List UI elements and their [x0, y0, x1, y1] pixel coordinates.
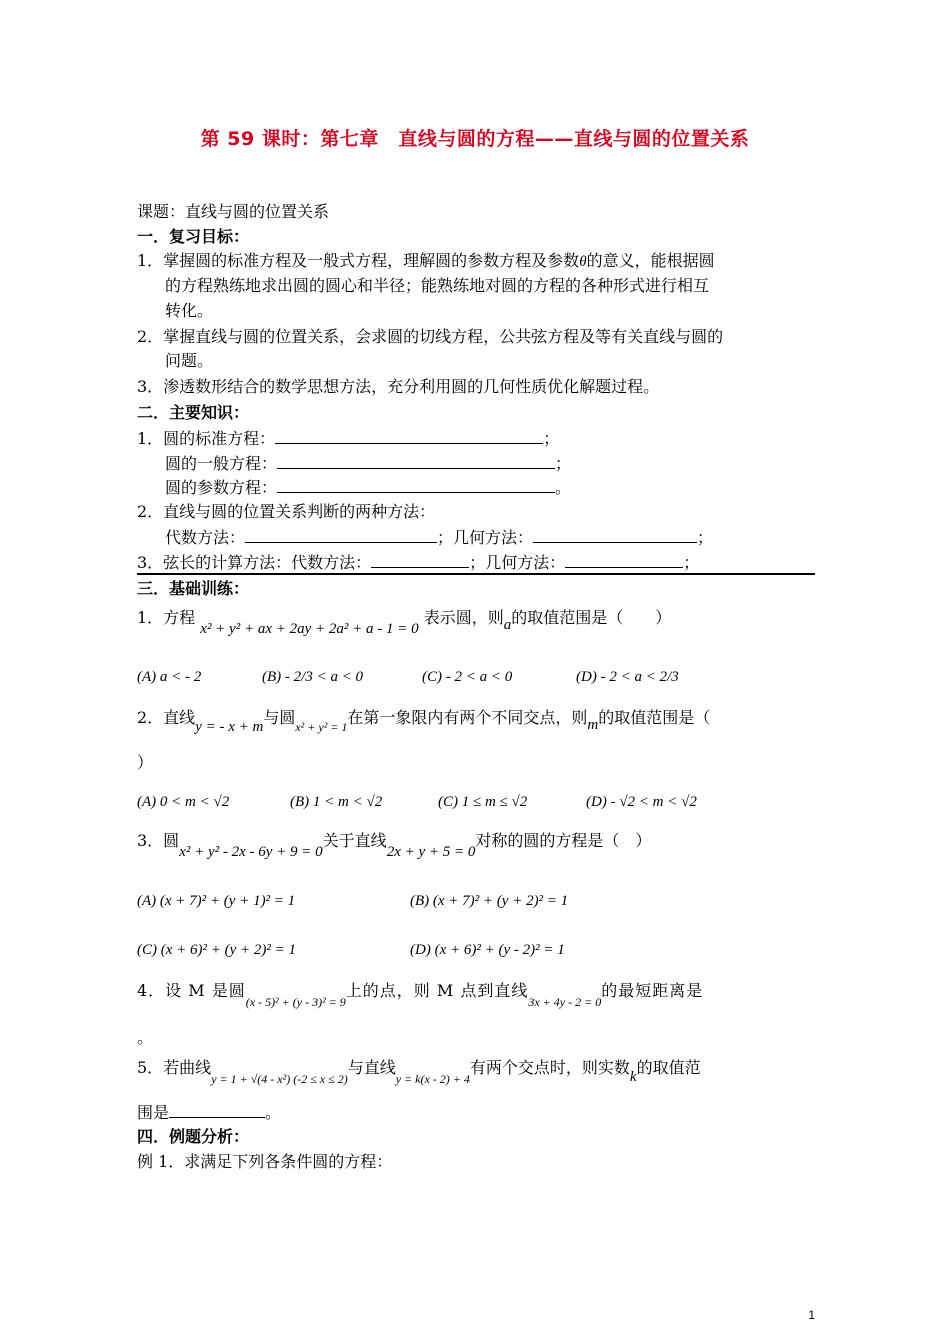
section-heading-examples: 四．例题分析：: [137, 1127, 250, 1146]
knowledge-label-standard: 1．圆的标准方程：: [137, 429, 276, 448]
q3-option-b[interactable]: (B) (x + 7)² + (y + 2)² = 1: [410, 893, 569, 909]
question-5: [137, 1057, 701, 1086]
q3-option-a[interactable]: (A) (x + 7)² + (y + 1)² = 1: [137, 893, 296, 909]
punct: 。: [555, 478, 572, 497]
goal-item-2-cont: 问题。: [165, 351, 214, 370]
q3-prefix: 3．圆: [137, 831, 180, 850]
knowledge-item-2-methods: [165, 526, 713, 549]
q5-curve-eq: y = 1 + √(4 - x²) (-2 ≤ x ≤ 2): [211, 1072, 348, 1086]
goal-item-1-cont2: 转化。: [165, 301, 214, 320]
example-1: 例 1．求满足下列各条件圆的方程：: [137, 1152, 393, 1171]
punct: ；: [543, 429, 560, 448]
q5-text2: 有两个交点时，则实数: [469, 1058, 630, 1077]
q2-text: 与圆: [263, 708, 296, 727]
question-1: [137, 607, 672, 637]
answer-blank[interactable]: [371, 551, 469, 568]
goal-item-3: 3．渗透数形结合的数学思想方法，充分利用圆的几何性质优化解题过程。: [137, 377, 660, 396]
knowledge-item-param: [165, 476, 571, 499]
q1-text: 表示圆，则: [423, 608, 504, 627]
q2-text2: 在第一象限内有两个不同交点，则: [347, 708, 588, 727]
question-3: [137, 830, 652, 860]
section-heading-review-goals: 一．复习目标：: [137, 227, 250, 246]
q2-circle-eq: x² + y² = 1: [295, 720, 348, 734]
q3-circle-eq: x² + y² - 2x - 6y + 9 = 0: [179, 844, 323, 860]
q2-text-end: 的取值范围是（: [598, 708, 711, 727]
q1-equation: x² + y² + ax + 2ay + 2a² + a - 1 = 0: [200, 621, 419, 637]
punct: ；: [683, 553, 700, 572]
q1-prefix: 1．方程: [137, 608, 196, 627]
goal-1-text-end: 的意义，能根据圆: [586, 251, 715, 270]
q1-option-b[interactable]: (B) - 2/3 < a < 0: [262, 669, 364, 685]
goal-item-2: 2．掌握直线与圆的位置关系，会求圆的切线方程，公共弦方程及等有关直线与圆的: [137, 327, 724, 346]
answer-blank[interactable]: [565, 551, 683, 568]
goal-item-1-cont: 的方程熟练地求出圆的圆心和半径；能熟练地对圆的方程的各种形式进行相互: [165, 276, 710, 295]
q1-text-end: 的取值范围是（ ）: [511, 608, 672, 627]
q1-var: a: [503, 617, 512, 633]
page-number: 1: [808, 1308, 815, 1322]
knowledge-item-3: [137, 551, 699, 574]
q2-close-paren: ）: [137, 753, 154, 772]
question-2: [137, 707, 711, 735]
answer-blank[interactable]: [169, 1101, 265, 1118]
q4-text-end: 的最短距离是: [601, 981, 704, 1000]
q1-option-a[interactable]: (A) a < - 2: [137, 669, 202, 685]
knowledge-item-general: [165, 452, 571, 475]
q5-answer-line: [137, 1101, 281, 1124]
q1-option-d[interactable]: (D) - 2 < a < 2/3: [576, 669, 679, 685]
q3-option-c[interactable]: (C) (x + 6)² + (y + 2)² = 1: [137, 942, 297, 958]
q2-line-eq: y = - x + m: [195, 719, 264, 735]
q4-end-mark: 。: [137, 1028, 154, 1047]
punct: 。: [265, 1103, 282, 1122]
q2-option-d[interactable]: (D) - √2 < m < √2: [586, 794, 697, 810]
question-4: [137, 980, 704, 1009]
topic-line: 课题：直线与圆的位置关系: [137, 202, 330, 221]
chord-length-label: 3．弦长的计算方法：代数方法：: [137, 553, 372, 572]
page-title: 第 59 课时：第七章 直线与圆的方程——直线与圆的位置关系: [200, 128, 750, 150]
q2-option-c[interactable]: (C) 1 ≤ m ≤ √2: [438, 794, 528, 810]
q5-range-label: 围是: [137, 1103, 170, 1122]
answer-blank[interactable]: [275, 427, 543, 444]
section-heading-basic-training: 三．基础训练：: [137, 579, 250, 598]
knowledge-label-parametric: 圆的参数方程：: [165, 478, 278, 497]
goal-item-1: [137, 250, 715, 273]
q3-text-end: 对称的圆的方程是（ ）: [475, 831, 652, 850]
punct: ；: [697, 528, 714, 547]
geometry-method-label: ；几何方法：: [469, 553, 566, 572]
goal-1-text: 1．掌握圆的标准方程及一般式方程，理解圆的参数方程及参数: [137, 251, 580, 270]
q1-option-c[interactable]: (C) - 2 < a < 0: [422, 669, 513, 685]
answer-blank[interactable]: [533, 526, 697, 543]
q5-text-end: 的取值范: [636, 1058, 701, 1077]
q4-prefix: 4．设 M 是圆: [137, 981, 246, 1000]
knowledge-label-general: 圆的一般方程：: [165, 454, 278, 473]
answer-blank[interactable]: [277, 476, 555, 493]
punct: ；: [555, 454, 572, 473]
theta-symbol: θ: [579, 254, 587, 270]
q3-line-eq: 2x + y + 5 = 0: [386, 844, 476, 860]
q4-circle-eq: (x - 5)² + (y - 3)² = 9: [245, 995, 346, 1009]
q5-var: k: [629, 1069, 637, 1085]
q5-prefix: 5．若曲线: [137, 1058, 212, 1077]
q4-line-eq: 3x + 4y - 2 = 0: [528, 995, 602, 1009]
answer-blank[interactable]: [245, 526, 437, 543]
q4-text: 上的点，则 M 点到直线: [345, 981, 529, 1000]
q3-option-d[interactable]: (D) (x + 6)² + (y - 2)² = 1: [410, 942, 565, 958]
knowledge-item-2: 2．直线与圆的位置关系判断的两种方法：: [137, 502, 436, 521]
q2-prefix: 2．直线: [137, 708, 196, 727]
q5-line-eq: y = k(x - 2) + 4: [395, 1072, 470, 1086]
q2-option-a[interactable]: (A) 0 < m < √2: [137, 794, 230, 810]
q2-var: m: [587, 717, 599, 733]
algebra-method-label: 代数方法：: [165, 528, 246, 547]
answer-blank[interactable]: [277, 452, 555, 469]
section-divider: [137, 573, 815, 575]
section-heading-main-knowledge: 二．主要知识：: [137, 403, 250, 422]
geometry-method-label: ；几何方法：: [437, 528, 534, 547]
knowledge-item-1: [137, 427, 559, 450]
q2-option-b[interactable]: (B) 1 < m < √2: [290, 794, 383, 810]
q3-text: 关于直线: [322, 831, 387, 850]
q5-text: 与直线: [347, 1058, 396, 1077]
